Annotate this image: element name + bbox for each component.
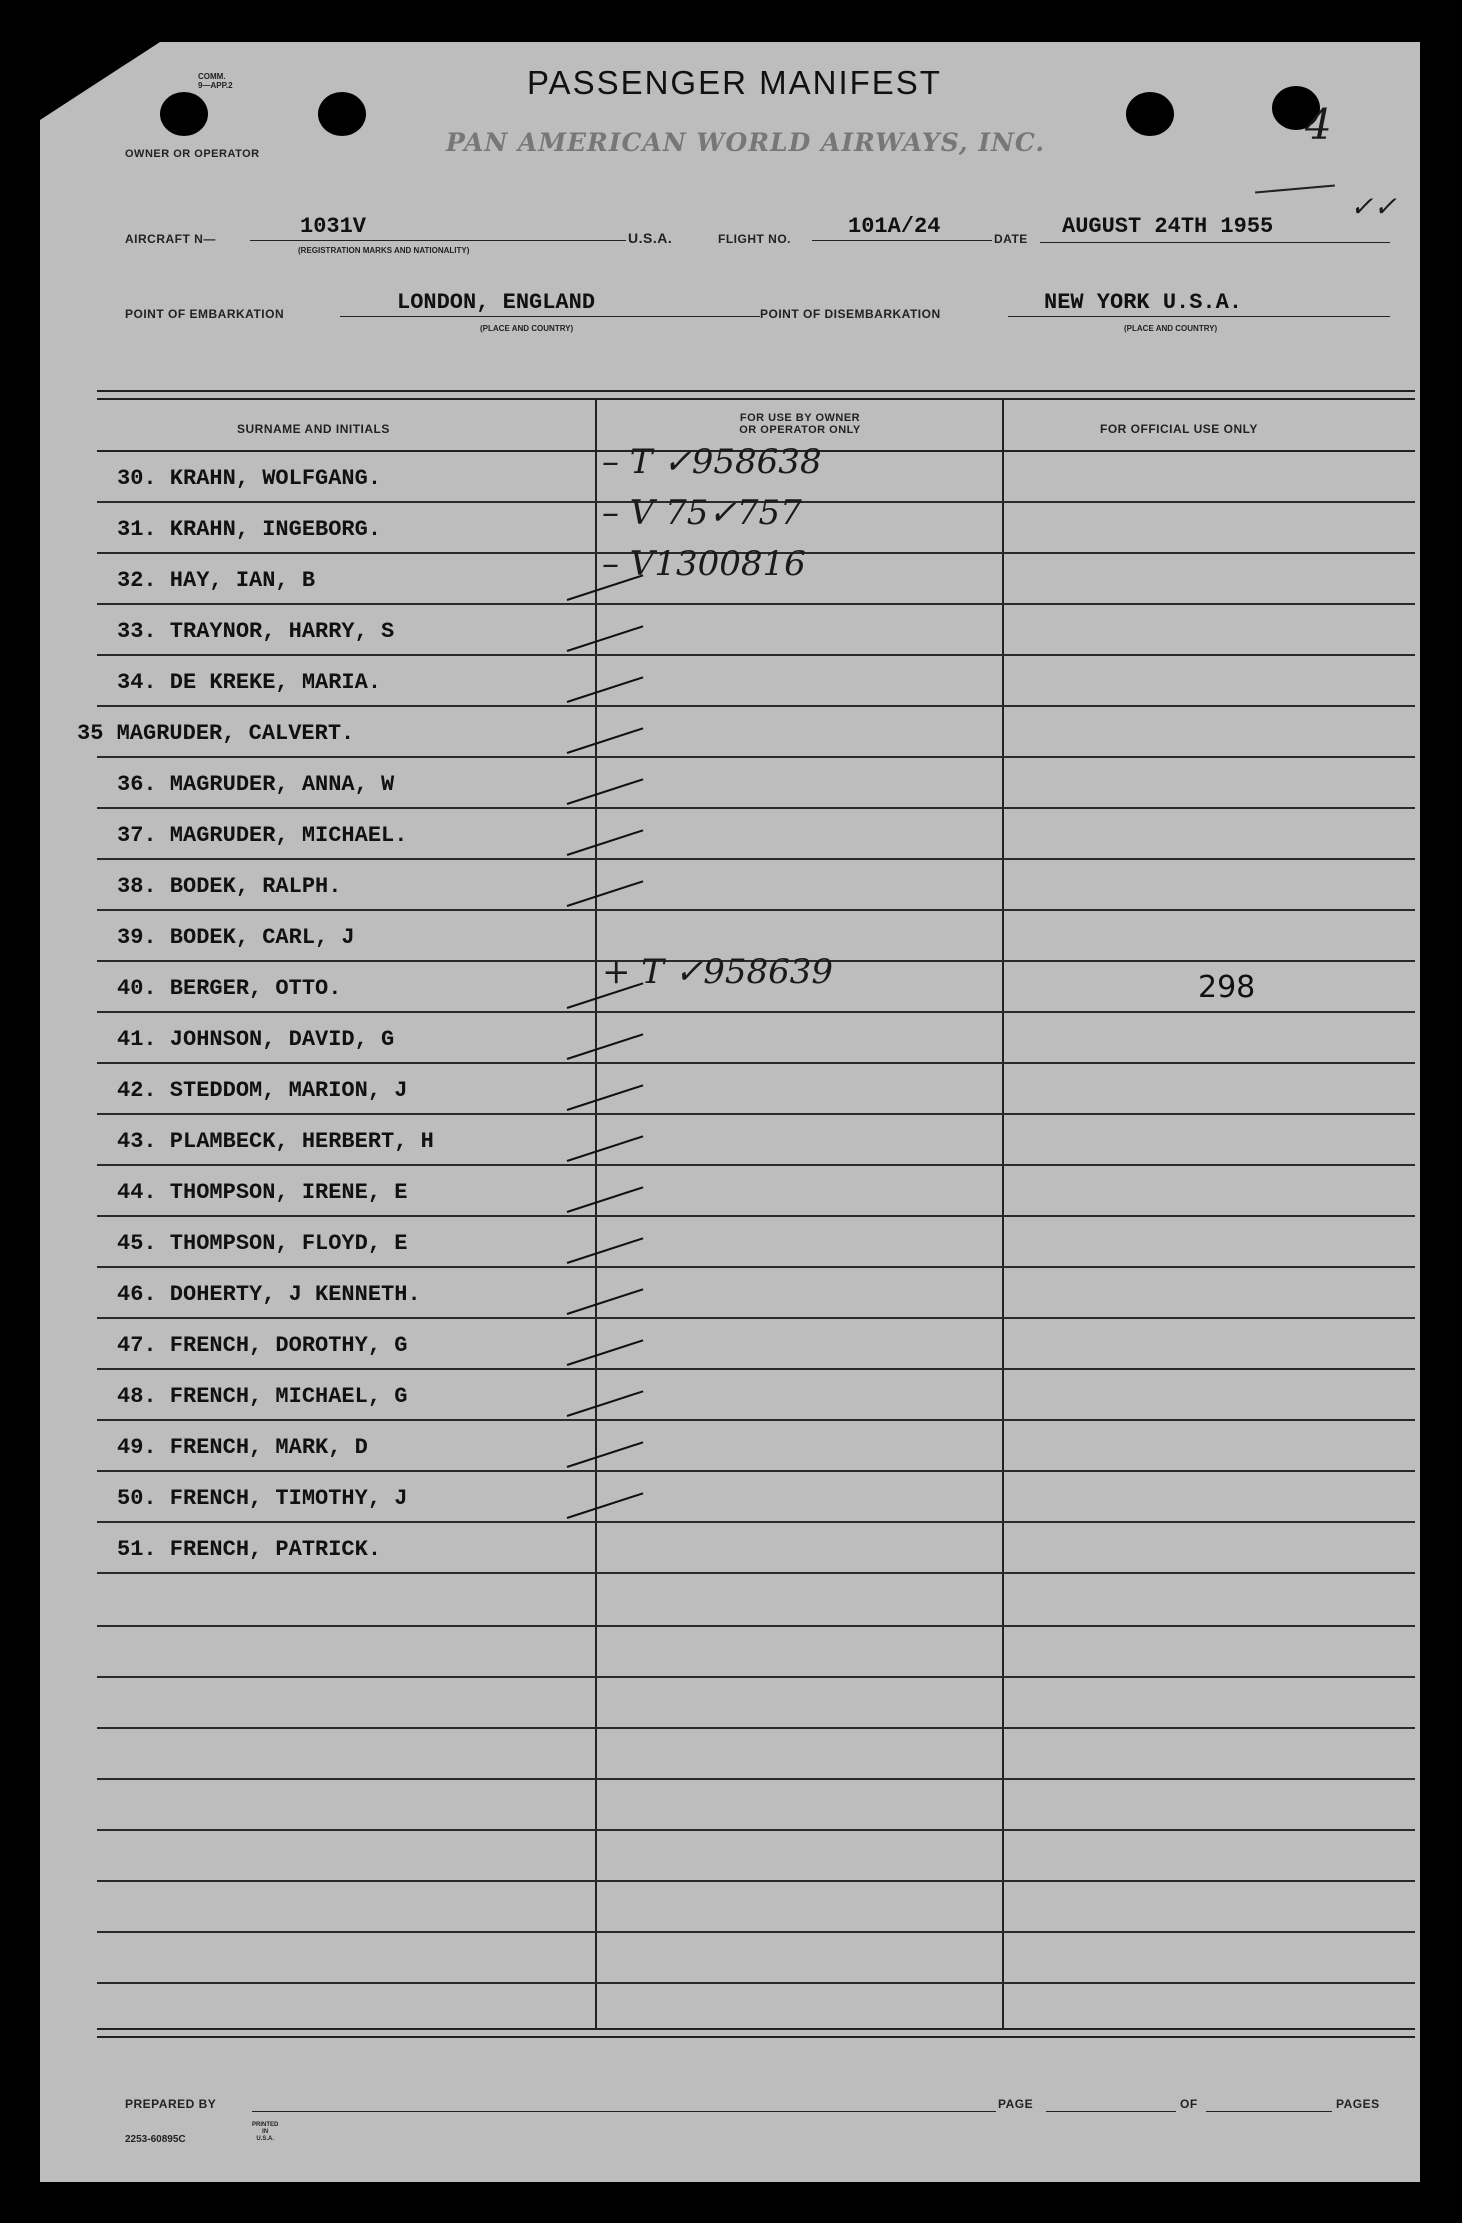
passenger-name: 43. PLAMBECK, HERBERT, H [117,1129,434,1154]
table-row [57,707,1415,758]
passenger-name: 48. FRENCH, MICHAEL, G [117,1384,408,1409]
table-row [57,1013,1415,1064]
table-row [57,1319,1415,1370]
table-bottom-rule-1 [97,2028,1415,2030]
row-rule [97,1572,1415,1574]
owner-annotation: – T ✓958638 [602,442,822,482]
aircraft-label: AIRCRAFT N— [125,232,216,246]
table-row [57,1166,1415,1217]
printed-in-usa-mark: PRINTED IN U.S.A. [252,2122,279,2142]
empty-row-rule [97,1625,1415,1627]
table-row [57,1217,1415,1268]
passenger-name: 39. BODEK, CARL, J [117,925,355,950]
table-row [57,605,1415,656]
table-row [57,758,1415,809]
embarkation-underline [340,316,760,317]
passenger-name: 38. BODEK, RALPH. [117,874,342,899]
form-number: 2253-60895C [125,2134,186,2145]
of-label: OF [1180,2097,1198,2111]
table-row [57,1472,1415,1523]
passenger-name: 45. THOMPSON, FLOYD, E [117,1231,408,1256]
embarkation-value: LONDON, ENGLAND [397,290,596,315]
column-header-surname: SURNAME AND INITIALS [237,422,390,436]
passenger-name: 34. DE KREKE, MARIA. [117,670,382,695]
punch-hole-3 [1126,92,1174,136]
empty-row-rule [97,1778,1415,1780]
flight-underline [812,240,992,241]
page-label: PAGE [998,2097,1034,2111]
flight-value: 101A/24 [848,214,941,239]
table-row [57,1268,1415,1319]
operator-name: PAN AMERICAN WORLD AIRWAYS, INC. [446,128,1046,157]
passenger-name: 46. DOHERTY, J KENNETH. [117,1282,421,1307]
date-underline [1040,242,1390,243]
passenger-name: 50. FRENCH, TIMOTHY, J [117,1486,408,1511]
table-row [57,1115,1415,1166]
page-title: PASSENGER MANIFEST [527,64,942,101]
date-value: AUGUST 24TH 1955 [1062,214,1274,239]
empty-row-rule [97,1676,1415,1678]
passenger-name: 33. TRAYNOR, HARRY, S [117,619,395,644]
empty-row-rule [97,1982,1415,1984]
flight-label: FLIGHT NO. [718,232,791,246]
passenger-name: 35 MAGRUDER, CALVERT. [77,721,355,746]
pages-label: PAGES [1336,2097,1380,2111]
table-top-rule-2 [97,398,1415,400]
usa-label: U.S.A. [628,230,673,246]
embarkation-label: POINT OF EMBARKATION [125,307,285,321]
empty-row-rule [97,1880,1415,1882]
passenger-name: 36. MAGRUDER, ANNA, W [117,772,395,797]
table-row [57,544,1415,605]
passenger-name: 44. THOMPSON, IRENE, E [117,1180,408,1205]
comm-reference: COMM. 9—APP.2 [198,72,233,90]
table-row [57,952,1415,1013]
registration-caption: (REGISTRATION MARKS AND NATIONALITY) [298,246,470,255]
operator-label: OWNER OR OPERATOR [125,148,260,160]
prepared-by-label: PREPARED BY [125,2097,217,2111]
official-annotation: 298 [1198,970,1256,1005]
passenger-name: 40. BERGER, OTTO. [117,976,342,1001]
owner-annotation: – V1300816 [602,544,806,584]
table-row [57,1064,1415,1115]
disembarkation-value: NEW YORK U.S.A. [1044,290,1243,315]
empty-row-rule [97,1829,1415,1831]
disembarkation-caption: (PLACE AND COUNTRY) [1124,324,1218,333]
owner-annotation: + T ✓958639 [602,952,834,992]
passenger-name: 41. JOHNSON, DAVID, G [117,1027,395,1052]
aircraft-value: 1031V [300,214,367,239]
of-underline [1206,2111,1332,2112]
table-row [57,860,1415,911]
passenger-name: 49. FRENCH, MARK, D [117,1435,368,1460]
date-label: DATE [994,232,1028,246]
passenger-name: 37. MAGRUDER, MICHAEL. [117,823,408,848]
torn-corner [40,42,160,120]
passenger-name: 32. HAY, IAN, B [117,568,316,593]
table-bottom-rule-2 [97,2036,1415,2038]
table-row [57,809,1415,860]
passenger-name: 30. KRAHN, WOLFGANG. [117,466,382,491]
page-annotation: 4 [1305,100,1332,149]
aircraft-underline [250,240,626,241]
punch-hole-1 [160,92,208,136]
disembarkation-underline [1008,316,1390,317]
date-check-marks: ✓✓ [1350,190,1397,223]
passenger-name: 47. FRENCH, DOROTHY, G [117,1333,408,1358]
empty-row-rule [97,1931,1415,1933]
table-row [57,1421,1415,1472]
table-top-rule-1 [97,390,1415,392]
passenger-name: 42. STEDDOM, MARION, J [117,1078,408,1103]
table-row [57,1523,1415,1574]
table-row [57,656,1415,707]
prepared-by-underline [252,2111,996,2112]
owner-annotation: – V 75✓757 [602,493,802,533]
column-header-owner: FOR USE BY OWNER OR OPERATOR ONLY [739,412,861,436]
empty-row-rule [97,1727,1415,1729]
page-underline [1046,2111,1176,2112]
table-row [57,1370,1415,1421]
disembarkation-label: POINT OF DISEMBARKATION [760,307,941,321]
passenger-name: 31. KRAHN, INGEBORG. [117,517,382,542]
passenger-name: 51. FRENCH, PATRICK. [117,1537,382,1562]
column-header-official: FOR OFFICIAL USE ONLY [1100,422,1258,436]
embarkation-caption: (PLACE AND COUNTRY) [480,324,574,333]
punch-hole-2 [318,92,366,136]
